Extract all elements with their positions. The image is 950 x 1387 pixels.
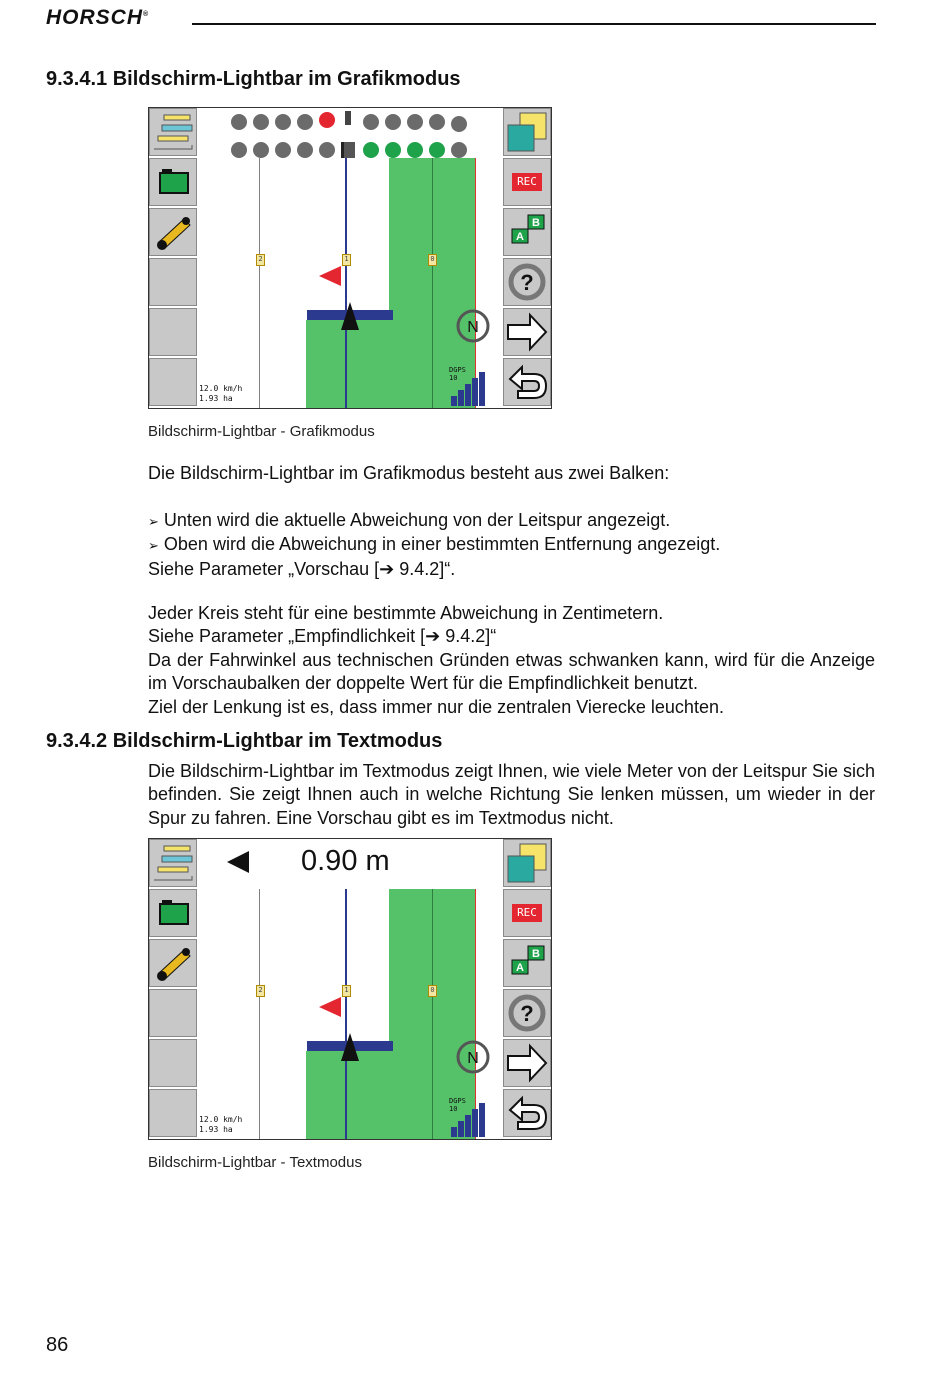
track-memory-button[interactable] — [149, 889, 197, 937]
red-flag-icon — [317, 997, 343, 1017]
svg-text:?: ? — [520, 270, 534, 295]
view-switch-button[interactable] — [503, 839, 551, 887]
lightbar-dot — [429, 114, 445, 130]
track-marker-1: 1 — [342, 985, 351, 997]
lightbar-dot — [319, 142, 335, 158]
lightbar-center-square — [341, 142, 355, 158]
steering-goal: Ziel der Lenkung ist es, dass immer nur die zentralen Vierecke leuchten. — [148, 696, 724, 717]
map-switch-icon — [504, 840, 550, 886]
bullet-item-1: ➢ Unten wird die aktuelle Abweichung von der Leitspur angezeigt. — [148, 509, 875, 533]
textmode-paragraph: Die Bildschirm-Lightbar im Textmodus zeigt Ihnen, wie viele Meter von der Leitspur Sie sich befinden. Sie zeigt Ihnen auch in welche Richtung Sie lenken müssen, um wieder in der Spur zu fahren. Eine Vorschau gibt es im Textmodus nicht. — [148, 761, 875, 828]
horsch-logo: HORSCH® — [46, 6, 150, 29]
lightbar-dot-active-green — [407, 142, 423, 158]
lightbar-dot-active-green — [429, 142, 445, 158]
ab-flags-icon — [504, 940, 550, 986]
compass-icon — [455, 308, 491, 344]
section-heading-2: 9.3.4.2 Bildschirm-Lightbar im Textmodus — [46, 730, 443, 752]
page-header — [46, 6, 876, 28]
speed-area-readout: 12.0 km/h 1.93 ha — [199, 384, 243, 403]
gps-status: DGPS 10 — [449, 1097, 466, 1113]
ab-line-button[interactable] — [503, 208, 551, 256]
view-switch-button[interactable] — [503, 108, 551, 156]
gps-signal-bars — [451, 1103, 485, 1137]
lightbar-dot — [385, 114, 401, 130]
vehicle-implement-icon — [305, 302, 395, 338]
svg-text:B: B — [532, 948, 540, 960]
return-arrow-icon — [504, 1090, 550, 1136]
lightbar-dot — [231, 142, 247, 158]
return-arrow-icon — [504, 359, 550, 405]
rec-label: REC — [512, 904, 542, 922]
page-number: 86 — [46, 1334, 69, 1356]
circle-explanation — [148, 602, 875, 719]
implement-icon — [150, 840, 196, 886]
lightbar-dot — [451, 116, 467, 132]
vehicle-implement-icon — [305, 1033, 395, 1069]
green-folder-icon — [150, 159, 196, 205]
track-line-0 — [432, 158, 433, 408]
next-button[interactable] — [503, 308, 551, 356]
track-marker-2: 2 — [256, 985, 265, 997]
svg-text:N: N — [467, 319, 479, 336]
speed-area-readout: 12.0 km/h 1.93 ha — [199, 1115, 243, 1134]
deviation-readout: 0.90 m — [301, 845, 390, 877]
ab-flags-icon — [504, 209, 550, 255]
svg-text:B: B — [532, 217, 540, 229]
track-marker-2: 2 — [256, 254, 265, 266]
gps-status: DGPS 10 — [449, 366, 466, 382]
empty-soft-key-3[interactable] — [149, 358, 197, 406]
tractor-wrench-icon — [150, 940, 196, 986]
terminal-screen-text — [148, 838, 552, 1140]
bullet-item-2: ➢ Oben wird die Abweichung in einer bestimmten Entfernung angezeigt. — [148, 533, 875, 557]
empty-soft-key-3[interactable] — [149, 1089, 197, 1137]
track-marker-1: 1 — [342, 254, 351, 266]
empty-soft-key-1[interactable] — [149, 989, 197, 1037]
green-folder-icon — [150, 890, 196, 936]
lightbar-dot — [253, 114, 269, 130]
lightbar-dot-active-red — [319, 112, 335, 128]
field-boundary — [475, 158, 476, 408]
lightbar-dot-active-green — [363, 142, 379, 158]
lightbar-dot — [407, 114, 423, 130]
intro-text: Die Bildschirm-Lightbar im Grafikmodus besteht aus zwei Balken: — [148, 463, 670, 483]
back-button[interactable] — [503, 1089, 551, 1137]
record-button[interactable] — [503, 889, 551, 937]
steer-left-arrow-icon — [227, 851, 249, 873]
figure-caption-2: Bildschirm-Lightbar - Textmodus — [148, 1154, 362, 1171]
svg-text:A: A — [516, 962, 524, 974]
field-boundary — [475, 889, 476, 1139]
sensitivity-paragraph: Da der Fahrwinkel aus technischen Gründen etwas schwanken kann, wird für die Anzeige im Vorschaubalken der doppelte Wert für die Empfindlichkeit benutzt. — [148, 649, 875, 694]
bullet-list — [148, 509, 875, 581]
empty-soft-key-1[interactable] — [149, 258, 197, 306]
see-parameter-sensitivity: Siehe Parameter „Empfindlichkeit [➔ 9.4.2]“ — [148, 626, 497, 647]
map-switch-icon — [504, 109, 550, 155]
empty-soft-key-2[interactable] — [149, 1039, 197, 1087]
svg-text:N: N — [467, 1050, 479, 1067]
header-rule — [192, 23, 876, 25]
lightbar-dot — [297, 142, 313, 158]
back-button[interactable] — [503, 358, 551, 406]
track-line-0 — [432, 889, 433, 1139]
help-button[interactable] — [503, 989, 551, 1037]
guidance-line — [345, 889, 347, 1139]
rec-label: REC — [512, 173, 542, 191]
track-marker-0: 0 — [428, 985, 437, 997]
help-button[interactable] — [503, 258, 551, 306]
machine-view-button[interactable] — [149, 108, 197, 156]
lightbar-dot — [231, 114, 247, 130]
lightbar-center-square — [345, 111, 351, 125]
steering-help-icon — [504, 259, 550, 305]
track-line-2 — [259, 889, 260, 1139]
lightbar-dot — [275, 114, 291, 130]
section-heading-1: 9.3.4.1 Bildschirm-Lightbar im Grafikmodus — [46, 68, 461, 90]
guidance-line — [345, 158, 347, 408]
compass-icon — [455, 1039, 491, 1075]
empty-soft-key-2[interactable] — [149, 308, 197, 356]
machine-view-button[interactable] — [149, 839, 197, 887]
track-line-2 — [259, 158, 260, 408]
lightbar-dot — [451, 142, 467, 158]
ab-line-button[interactable] — [503, 939, 551, 987]
track-memory-button[interactable] — [149, 158, 197, 206]
arrow-right-icon — [504, 1040, 550, 1086]
lightbar-dot — [297, 114, 313, 130]
terminal-screen-graphic — [148, 107, 552, 409]
arrow-right-icon — [504, 309, 550, 355]
track-marker-0: 0 — [428, 254, 437, 266]
gps-signal-bars — [451, 372, 485, 406]
tractor-settings-button[interactable] — [149, 208, 197, 256]
steering-help-icon — [504, 990, 550, 1036]
figure-caption-1: Bildschirm-Lightbar - Grafikmodus — [148, 423, 375, 440]
see-parameter-preview: Siehe Parameter „Vorschau [➔ 9.4.2]“. — [148, 558, 456, 579]
tractor-settings-button[interactable] — [149, 939, 197, 987]
svg-text:A: A — [516, 231, 524, 243]
lightbar-dot — [275, 142, 291, 158]
record-button[interactable] — [503, 158, 551, 206]
lightbar-dot — [253, 142, 269, 158]
tractor-wrench-icon — [150, 209, 196, 255]
lightbar-dot — [363, 114, 379, 130]
red-flag-icon — [317, 266, 343, 286]
implement-icon — [150, 109, 196, 155]
svg-text:?: ? — [520, 1001, 534, 1026]
circle-line: Jeder Kreis steht für eine bestimmte Abweichung in Zentimetern. — [148, 603, 664, 623]
lightbar-dot-active-green — [385, 142, 401, 158]
next-button[interactable] — [503, 1039, 551, 1087]
